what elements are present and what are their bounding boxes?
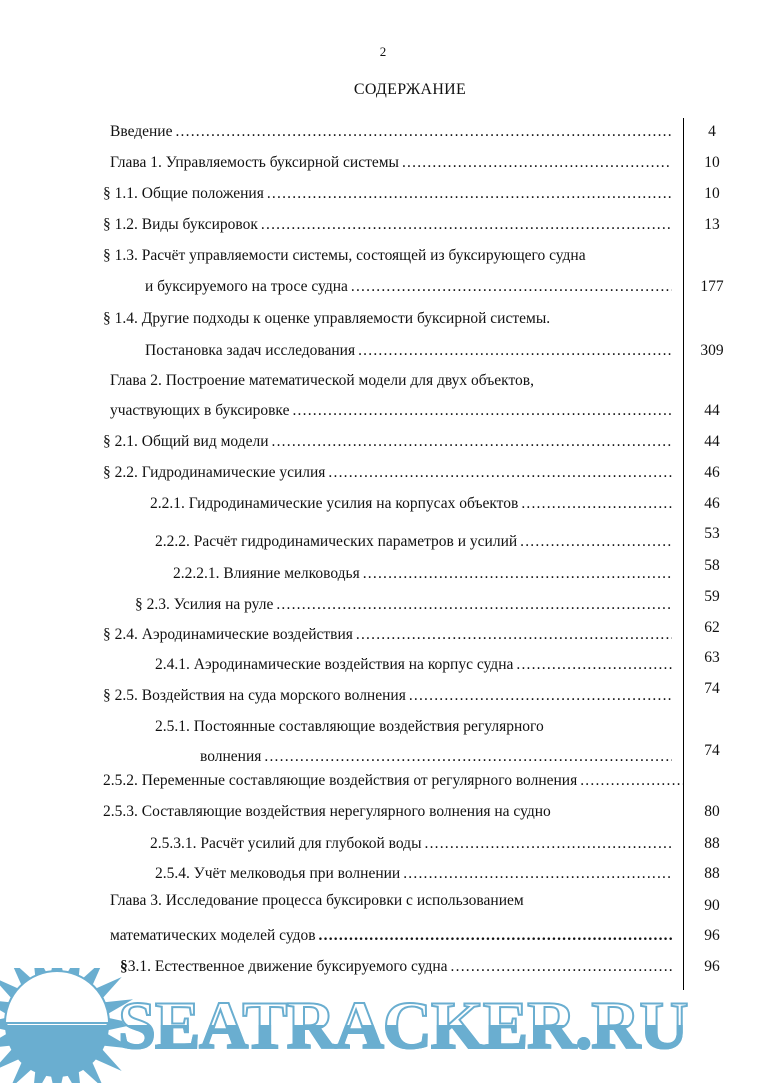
toc-entry[interactable] [155,655,672,675]
section-mark: § [120,958,128,975]
toc-entry-title: 2.2.1. Гидродинамические усилия на корпусах объектов [150,495,519,512]
dot-leader [518,494,672,514]
toc-entry-title: 2.5.3. Составляющие воздействия нерегулярного волнения на судно [103,803,551,820]
toc-entry[interactable] [155,717,672,737]
dot-leader [353,625,672,645]
dot-leader [360,564,672,584]
toc-entry-title: 2.5.1. Постоянные составляющие воздействия регулярного [155,718,544,735]
toc-entry-title: математических моделей судов [110,927,316,944]
toc-page-number: 74 [704,680,720,697]
toc-entry[interactable] [110,891,672,911]
toc-page-number: 62 [704,619,720,636]
toc-entry[interactable] [150,834,672,854]
toc-entry-title: 2.5.3.1. Расчёт усилий для глубокой воды [150,835,422,852]
toc-page-number: 44 [704,433,720,450]
toc-entry[interactable] [103,246,672,266]
toc-entry-title: 2.4.1. Аэродинамические воздействия на корпус судна [155,656,514,673]
toc-page-number: 74 [704,742,720,759]
toc-entry-title: 2.5.4. Учёт мелководья при волнении [155,865,401,882]
toc-entry-title: § 2.3. Усилия на руле [135,596,274,613]
toc-entry-title: § 2.2. Гидродинамические усилия [103,464,326,481]
toc-page-number: 58 [704,557,720,574]
toc-entry-title: Глава 1. Управляемость буксирной системы [110,154,399,171]
dot-leader [422,834,673,854]
dot-leader [289,401,672,421]
toc-entry[interactable] [103,625,672,645]
toc-entry-title: § 1.3. Расчёт управляемости системы, состоящей из буксирующего судна [103,247,586,264]
dot-leader [316,926,672,946]
toc-entry[interactable] [103,215,672,235]
toc-entry[interactable] [200,747,672,767]
toc-entry[interactable] [110,153,672,173]
dot-leader [273,595,672,615]
dot-leader [269,432,672,452]
dot-leader [258,215,672,235]
toc-entry[interactable] [155,532,672,552]
toc-entry[interactable] [110,122,672,142]
toc-entry-title: волнения [200,748,262,765]
column-divider [683,118,684,990]
toc-entry[interactable] [110,371,672,391]
toc-entry[interactable] [145,341,672,361]
dot-leader [517,532,672,552]
toc-entry[interactable] [135,595,672,615]
toc-entry[interactable] [103,802,672,822]
watermark-text: SEATRACKER.RU [118,985,758,1065]
toc-page-number: 88 [704,865,720,882]
toc-page-number: 4 [708,123,716,140]
toc-entry-title: § 1.2. Виды буксировок [103,216,258,233]
toc-page-number: 59 [704,588,720,605]
page-title: СОДЕРЖАНИЕ [353,81,467,98]
toc-entry-title: Постановка задач исследования [145,342,356,359]
toc-entry[interactable] [155,864,672,884]
toc-entry-title: § 1.4. Другие подходы к оценке управляемости буксирной системы. [103,310,551,327]
toc-entry[interactable] [110,401,672,421]
toc-entry[interactable] [110,926,672,946]
toc-page-number: 96 [704,958,720,975]
dot-leader [348,277,672,297]
toc-page-number: 10 [704,185,720,202]
toc-page-number: 90 [704,897,720,914]
toc-page-number: 96 [704,927,720,944]
toc-page-number: 13 [704,216,720,233]
toc-entry-title: участвующих в буксировке [110,402,290,419]
toc-entry-title: 3.1. Естественное движение буксируемого судна [127,958,448,975]
dot-leader [399,153,672,173]
toc-entry-title: Глава 2. Построение математической модели для двух объектов, [110,372,534,389]
toc-entry[interactable] [145,277,672,297]
toc-entry[interactable] [103,463,672,483]
toc-entry-title: § 2.5. Воздействия на суда морского волнения [103,687,406,704]
toc-entry[interactable] [150,494,672,514]
toc-page-number: 53 [704,525,720,542]
toc-entry[interactable] [103,771,683,791]
toc-entry-title: 2.2.2. Расчёт гидродинамических параметров и усилий [155,533,518,550]
toc-entry-title: § 1.1. Общие положения [103,185,264,202]
toc-page-number: 80 [704,803,720,820]
toc-page-number: 46 [704,464,720,481]
dot-leader [406,686,672,706]
toc-entry[interactable] [103,686,672,706]
toc-entry-title: 2.2.2.1. Влияние мелководья [173,565,360,582]
toc-entry-title: 2.5.2. Переменные составляющие воздействия от регулярного волнения [103,772,578,789]
dot-leader [172,122,672,142]
toc-entry[interactable] [103,309,672,329]
dot-leader [264,184,672,204]
toc-entry-title: и буксируемого на тросе судна [145,278,348,295]
toc-entry-title: § 2.1. Общий вид модели [103,433,269,450]
toc-page-number: 63 [704,649,720,666]
toc-entry-title: Введение [110,123,173,140]
toc-page-number: 44 [704,402,720,419]
toc-page-number: 46 [704,495,720,512]
dot-leader [400,864,672,884]
toc-page-number: 177 [700,278,724,295]
toc-page-number: 10 [704,154,720,171]
dot-leader [355,341,672,361]
page-number: 2 [379,44,387,59]
toc-entry-title: § 2.4. Аэродинамические воздействия [103,626,353,643]
dot-leader [325,463,672,483]
toc-page-number: 88 [704,835,720,852]
dot-leader [513,655,672,675]
toc-entry[interactable] [103,184,672,204]
toc-entry[interactable] [103,432,672,452]
dot-leader [577,771,683,791]
dot-leader [261,747,672,767]
toc-page-number: 309 [700,342,724,359]
toc-entry[interactable] [173,564,672,584]
toc-entry-title: Глава 3. Исследование процесса буксировки с использованием [110,892,524,909]
